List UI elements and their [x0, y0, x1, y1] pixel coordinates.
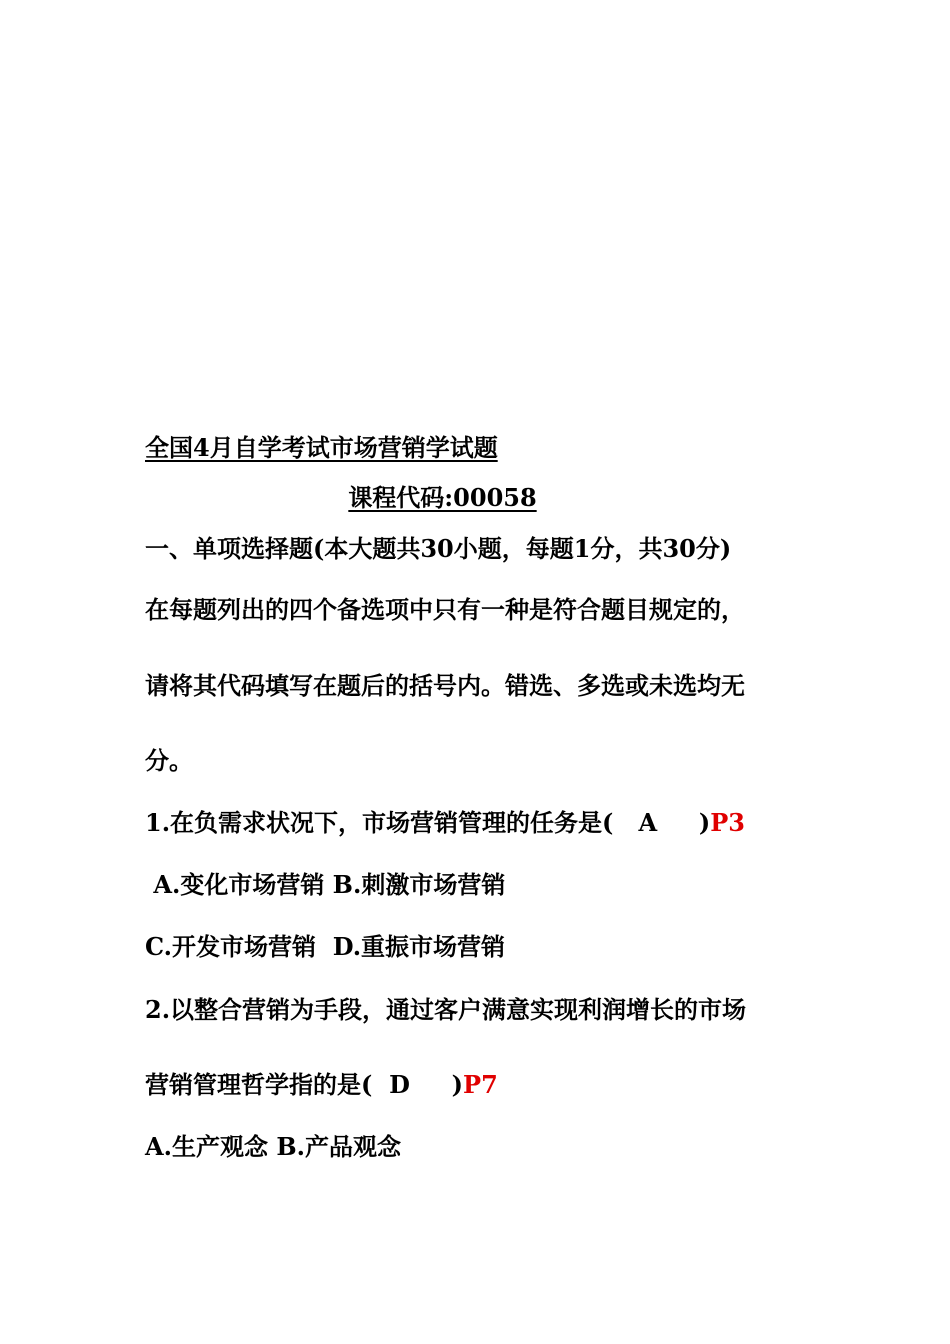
question-2-options-row-1: A.生产观念 B.产品观念 — [145, 1132, 401, 1161]
question-1-text: 1.在负需求状况下，市场营销管理的任务是( A ) — [145, 808, 711, 837]
question-2-page-ref: P7 — [463, 1070, 498, 1099]
instruction-line-1: 在每题列出的四个备选项中只有一种是符合题目规定的， — [145, 595, 745, 624]
course-code: 课程代码:00058 — [348, 483, 537, 512]
question-1-page-ref: P3 — [710, 808, 745, 837]
question-1-options-row-1: A.变化市场营销 B.刺激市场营销 — [145, 870, 506, 899]
question-2-stem-line-1: 2.以整合营销为手段，通过客户满意实现利润增长的市场 — [145, 995, 747, 1024]
section-heading: 一、单项选择题(本大题共30小题，每题1分，共30分) — [145, 534, 732, 563]
instruction-line-2: 请将其代码填写在题后的括号内。错选、多选或未选均无 — [145, 671, 745, 700]
question-1-options-row-2: C.开发市场营销 D.重振市场营销 — [145, 932, 506, 961]
exam-title: 全国4月自学考试市场营销学试题 — [145, 433, 498, 462]
question-2-text: 营销管理哲学指的是( D ) — [145, 1070, 464, 1099]
question-1-stem — [145, 807, 745, 839]
instruction-line-3: 分。 — [145, 746, 193, 775]
question-2-stem-line-2 — [145, 1069, 498, 1101]
